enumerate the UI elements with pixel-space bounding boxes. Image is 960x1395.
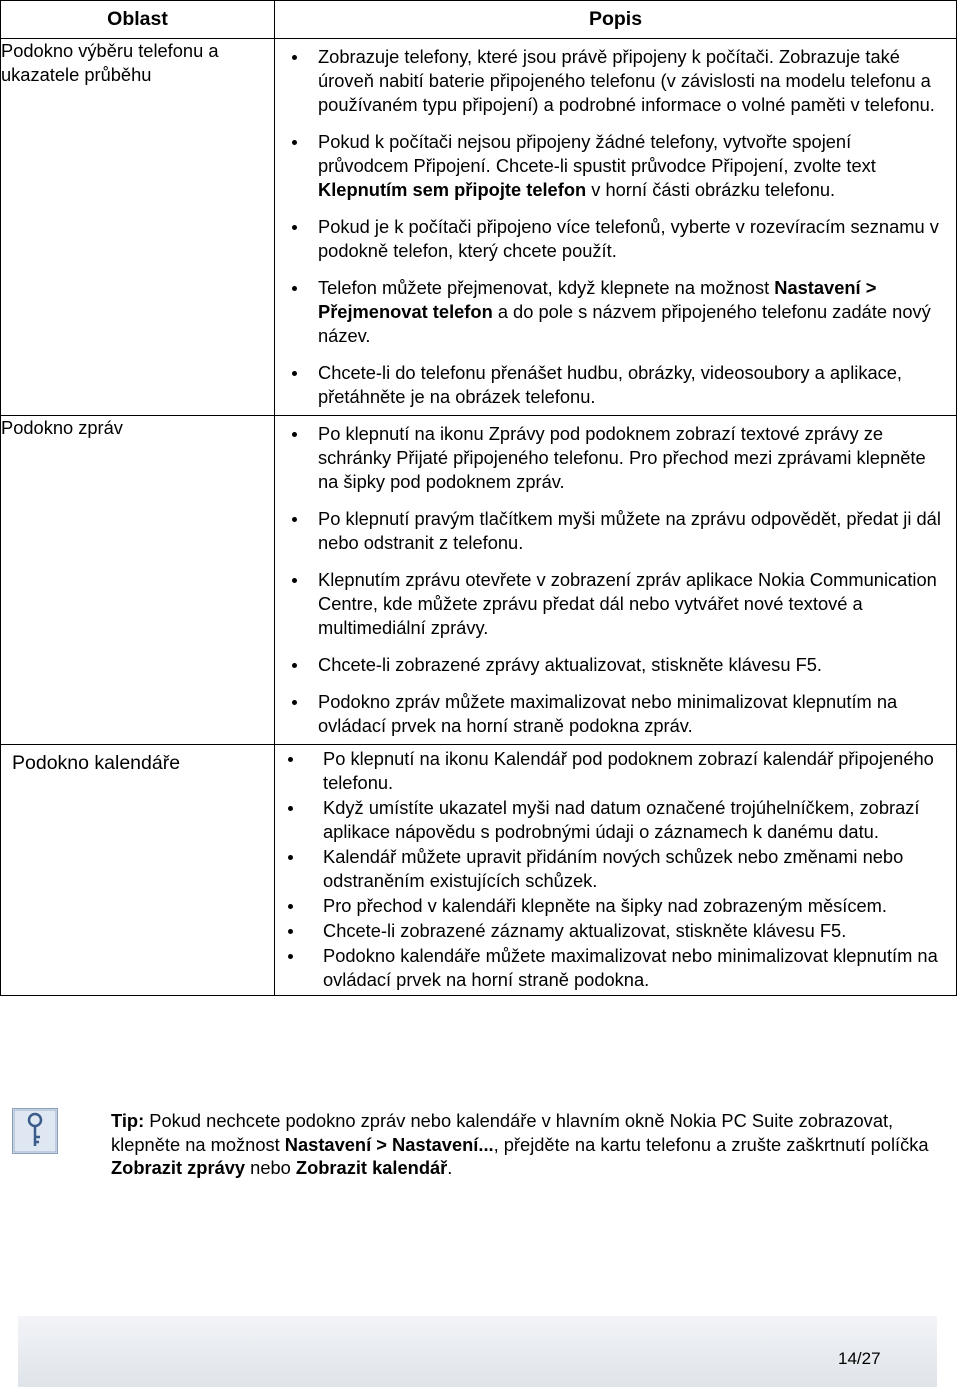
- text-run: Podokno kalendáře můžete maximalizovat nebo minimalizovat klepnutím na ovládací prvek na horní straně podokna.: [323, 945, 938, 990]
- text-run: .: [447, 1157, 453, 1178]
- list-item: [275, 747, 942, 795]
- table-row: [1, 416, 957, 745]
- row-area-label: Podokno zpráv: [1, 416, 275, 745]
- text-run: Pokud k počítači nejsou připojeny žádné telefony, vytvořte spojení průvodcem Připojení. Chcete-li spustit průvodce Připojení, zvolte text: [318, 131, 876, 176]
- text-run: Pro přechod v kalendáři klepněte na šipky nad zobrazeným měsícem.: [323, 895, 887, 916]
- text-run: v horní části obrázku telefonu.: [586, 179, 836, 200]
- bullet-list: [275, 745, 956, 995]
- text-run: Chcete-li zobrazené záznamy aktualizovat, stiskněte klávesu F5.: [323, 920, 847, 941]
- list-item: [275, 919, 942, 943]
- table-row: [1, 39, 957, 416]
- text-run: a do pole s názvem připojeného telefonu zadáte nový název.: [318, 301, 931, 346]
- bold-text: Nastavení > Nastavení...: [284, 1133, 494, 1155]
- page-number: 14/27: [838, 1349, 881, 1368]
- list-item: [275, 944, 942, 992]
- bold-text: Tip:: [111, 1110, 145, 1131]
- list-item: [275, 507, 942, 555]
- text-run: Klepnutím zprávu otevřete v zobrazení zpráv aplikace Nokia Communication Centre, kde můžete zprávu předat dál nebo vytvářet nové textové a multimediální zprávy.: [318, 569, 937, 638]
- table-header-row: [1, 1, 957, 39]
- list-item: [275, 845, 942, 893]
- text-run: Když umístíte ukazatel myši nad datum označené trojúhelníčkem, zobrazí aplikace nápovědu s podrobnými údaji o záznamech k danému datu.: [323, 797, 920, 842]
- row-area-label: Podokno kalendáře: [1, 745, 275, 996]
- table-row: [1, 745, 957, 996]
- bold-text: Přejmenovat telefon: [318, 301, 493, 322]
- text-run: Telefon můžete přejmenovat, když klepnete na možnost: [318, 277, 775, 298]
- text-run: Chcete-li do telefonu přenášet hudbu, obrázky, videosoubory a aplikace, přetáhněte je na obrázek telefonu.: [318, 362, 903, 407]
- column-header-area: Oblast: [1, 1, 275, 39]
- bullet-list: [275, 416, 956, 744]
- list-item: [275, 568, 942, 640]
- row-description: [275, 39, 957, 416]
- text-run: Podokno zpráv můžete maximalizovat nebo minimalizovat klepnutím na ovládací prvek na horní straně podokna zpráv.: [318, 691, 898, 736]
- list-item: [275, 45, 942, 117]
- row-description: [275, 745, 957, 996]
- list-item: [275, 894, 942, 918]
- text-run: Kalendář můžete upravit přidáním nových schůzek nebo změnami nebo odstraněním existujících schůzek.: [323, 846, 904, 891]
- row-description: [275, 416, 957, 745]
- bold-text: Klepnutím sem připojte telefon: [318, 179, 587, 200]
- bullet-list: [275, 39, 956, 415]
- text-run: Po klepnutí pravým tlačítkem myši můžete na zprávu odpovědět, předat ji dál nebo odstranit z telefonu.: [318, 508, 941, 553]
- list-item: [275, 690, 942, 738]
- text-run: nebo: [245, 1157, 296, 1178]
- text-run: , přejděte na kartu telefonu a zrušte zaškrtnutí políčka: [493, 1133, 929, 1155]
- tip-text: [111, 1109, 931, 1180]
- list-item: [275, 130, 942, 202]
- text-run: Pokud je k počítači připojeno více telefonů, vyberte v rozevíracím seznamu v podokně telefon, který chcete použít.: [318, 216, 939, 261]
- bold-text: Zobrazit kalendář: [295, 1157, 448, 1178]
- bold-text: Nastavení: [774, 277, 861, 298]
- list-item: [275, 653, 942, 677]
- text-run: Po klepnutí na ikonu Kalendář pod podoknem zobrazí kalendář připojeného telefonu.: [323, 748, 934, 793]
- list-item: [275, 361, 942, 409]
- text-run: Pokud nechcete podokno zpráv nebo kalendáře v hlavním okně Nokia PC Suite zobrazovat, klepněte na možnost: [111, 1110, 894, 1155]
- text-run: Po klepnutí na ikonu Zprávy pod podoknem zobrazí textové zprávy ze schránky Přijaté připojeného telefonu. Pro přechod mezi zprávami klepněte na šipky pod podoknem zpráv.: [318, 423, 926, 492]
- bold-text: Zobrazit zprávy: [111, 1157, 246, 1178]
- list-item: [275, 796, 942, 844]
- row-area-label: Podokno výběru telefonu a ukazatele průběhu: [1, 39, 275, 416]
- column-header-description: Popis: [275, 1, 957, 39]
- footer-bar: [18, 1316, 937, 1387]
- list-item: [275, 422, 942, 494]
- list-item: [275, 276, 942, 348]
- bold-text: >: [860, 277, 877, 298]
- list-item: [275, 215, 942, 263]
- text-run: Zobrazuje telefony, které jsou právě připojeny k počítači. Zobrazuje také úroveň nabití baterie připojeného telefonu (v závislosti na modelu telefonu a používaném typu připojení) a podrobné informace o volné paměti v telefonu.: [318, 46, 935, 115]
- key-icon: [12, 1108, 58, 1154]
- text-run: Chcete-li zobrazené zprávy aktualizovat, stiskněte klávesu F5.: [318, 654, 822, 675]
